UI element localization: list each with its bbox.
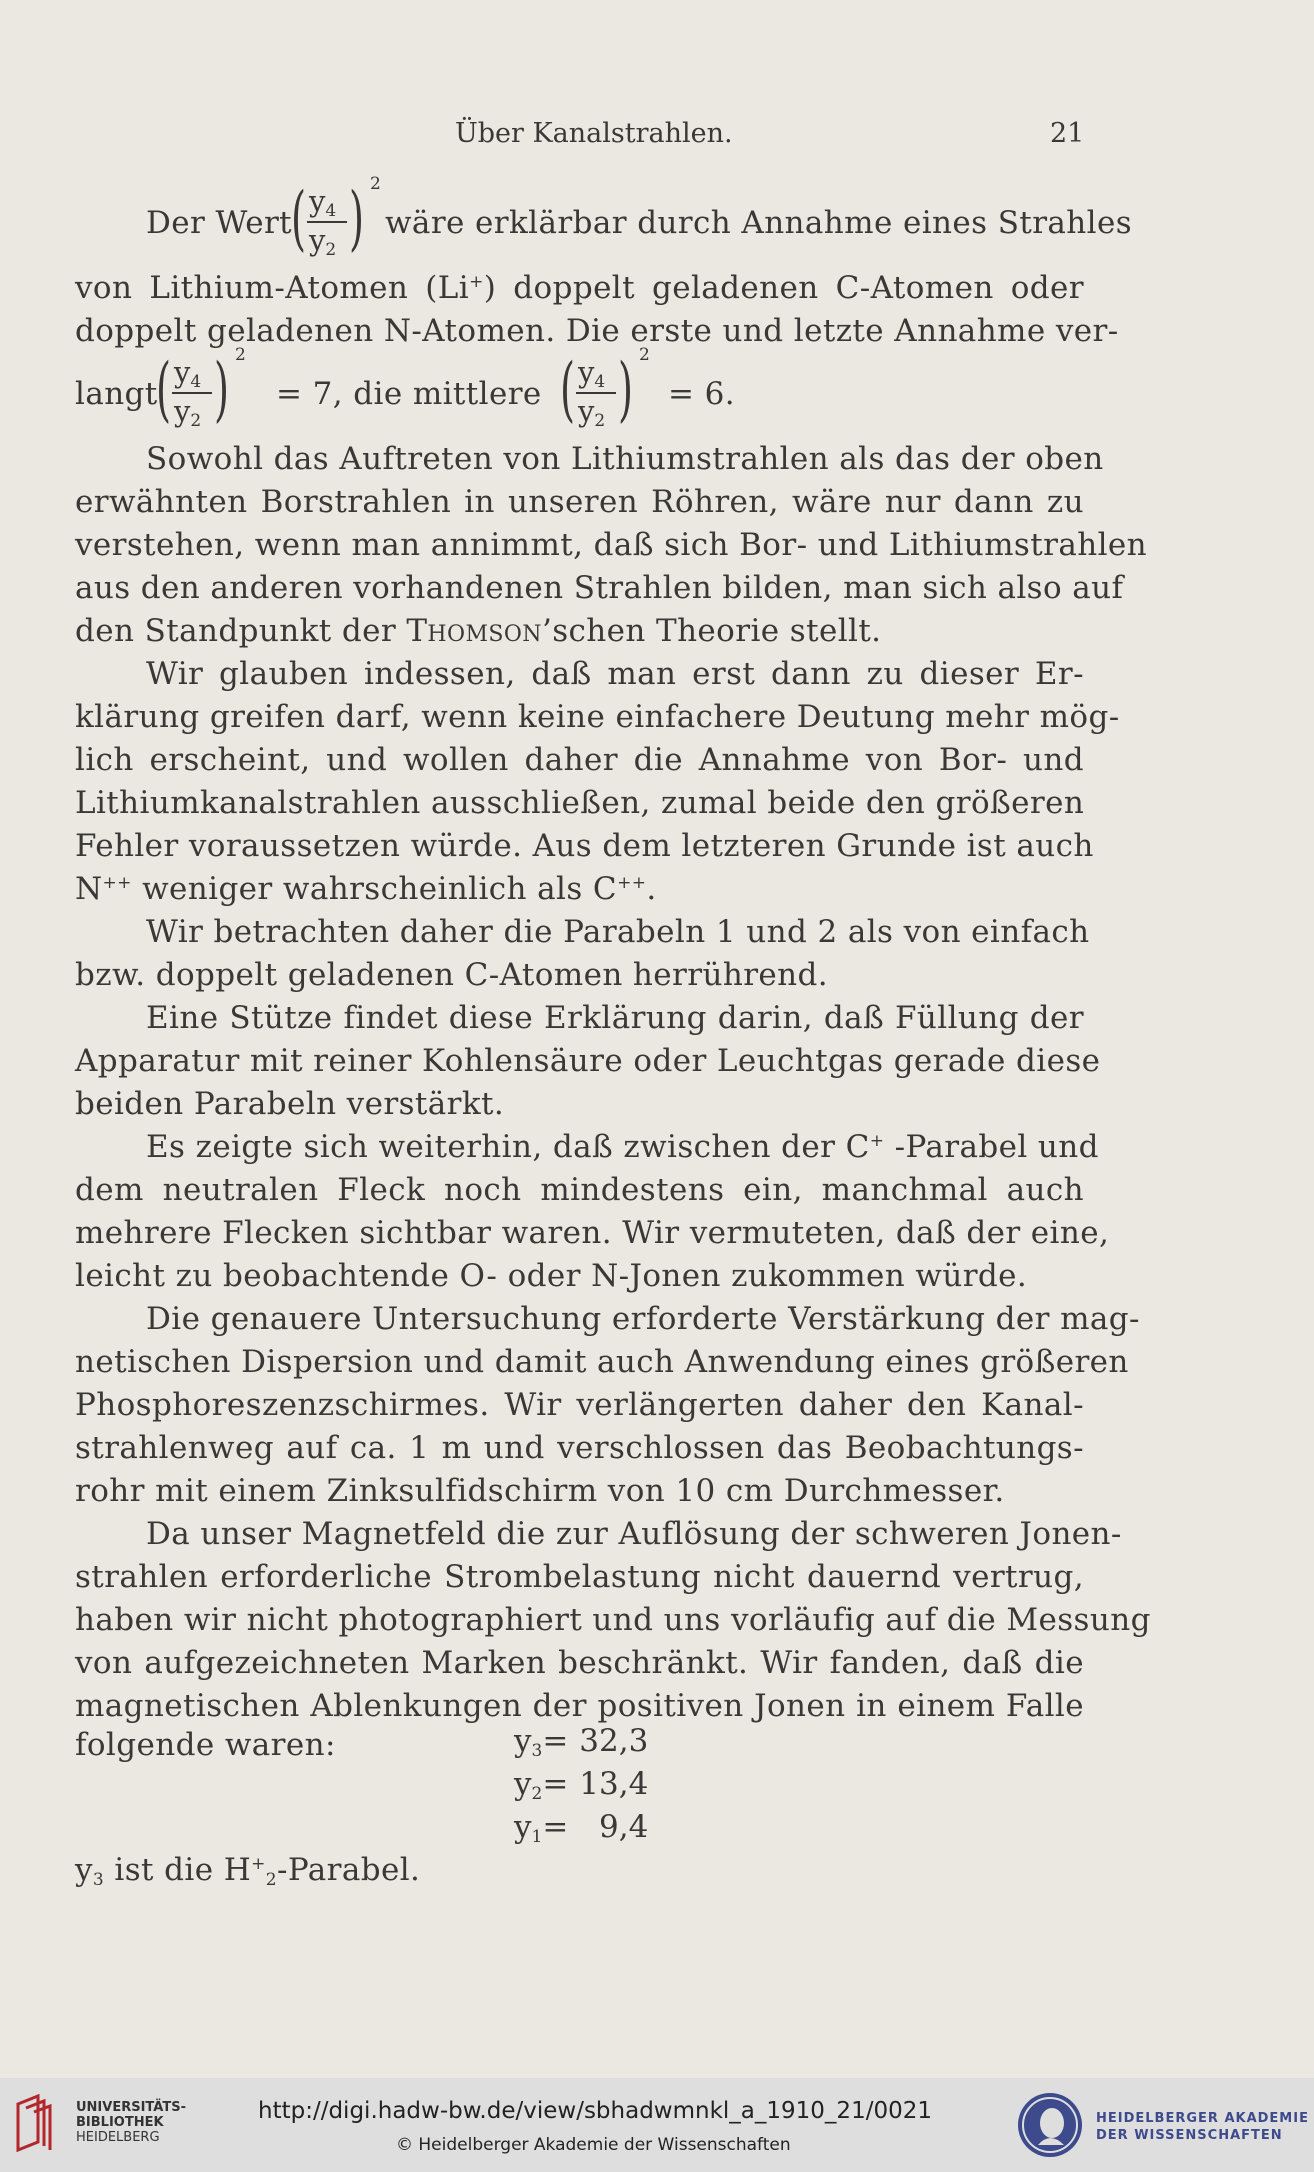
academy-name: HEIDELBERGER AKADEMIE DER WISSENSCHAFTEN: [1096, 2111, 1309, 2143]
values-row: $y_1= 9,4$: [514, 1809, 649, 1847]
viewer-footer: [0, 2078, 1314, 2172]
paragraph-line: haben wir nicht photographiert und uns vorläufig auf die Messung: [75, 1602, 1151, 1638]
closing-line: $y_3$ ist die $H^+_2$-Parabel.: [75, 1852, 421, 1890]
paragraph-line: Fehler voraussetzen würde. Aus dem letzteren Grunde ist auch: [75, 828, 1094, 864]
paragraph-line: mehrere Flecken sichtbar waren. Wir vermuteten, daß der eine,: [75, 1215, 1110, 1251]
academy-seal-icon: [1016, 2091, 1084, 2159]
paragraph-line: Apparatur mit reiner Kohlensäure oder Leuchtgas gerade diese: [75, 1043, 1101, 1079]
paragraph-line: verstehen, wenn man annimmt, daß sich Bor- und Lithiumstrahlen: [75, 527, 1147, 563]
paragraph-line: aus den anderen vorhandenen Strahlen bilden, man sich also auf: [75, 570, 1124, 606]
paragraph-line: Der Wert: [146, 205, 293, 241]
paragraph-line: beiden Parabeln verstärkt.: [75, 1086, 505, 1122]
paragraph-line: Phosphoreszenzschirmes. Wir verlängerten daher den Kanal-: [75, 1387, 1084, 1423]
paragraph-line: Sowohl das Auftreten von Lithiumstrahlen als das der oben: [146, 441, 1104, 477]
running-header: Über Kanalstrahlen.: [455, 118, 733, 149]
paragraph-line: Eine Stütze findet diese Erklärung darin, daß Füllung der: [146, 1000, 1084, 1036]
paragraph-line: Lithiumkanalstrahlen ausschließen, zumal beide den größeren: [75, 785, 1085, 821]
paragraph-line: rohr mit einem Zinksulfidschirm von 10 cm Durchmesser.: [75, 1473, 1005, 1509]
paragraph-line: Es zeigte sich weiterhin, daß zwischen der C+ -Parabel und: [146, 1129, 1099, 1165]
paragraph-line: lich erscheint, und wollen daher die Annahme von Bor- und: [75, 742, 1084, 778]
university-library-name: UNIVERSITÄTS- BIBLIOTHEK HEIDELBERG: [76, 2100, 186, 2145]
paragraph-line: leicht zu beobachtende O- oder N-Jonen zukommen würde.: [75, 1258, 1028, 1294]
paragraph-line: netischen Dispersion und damit auch Anwendung eines größeren: [75, 1344, 1129, 1380]
paragraph-line: Da unser Magnetfeld die zur Auflösung der schweren Jonen-: [146, 1516, 1122, 1552]
paragraph-line: dem neutralen Fleck noch mindestens ein, manchmal auch: [75, 1172, 1084, 1208]
paragraph-line: magnetischen Ablenkungen der positiven Jonen in einem Falle: [75, 1688, 1084, 1724]
copyright-notice: © Heidelberger Akademie der Wissenschaften: [396, 2135, 791, 2155]
values-row: $y_2= 13,4$: [514, 1766, 649, 1804]
values-row: $y_3= 32,3$: [514, 1723, 649, 1761]
paragraph-line: wäre erklärbar durch Annahme eines Strahles: [385, 205, 1133, 241]
paragraph-line: Wir betrachten daher die Parabeln 1 und 2 als von einfach: [146, 914, 1090, 950]
university-library-logo-icon: [14, 2094, 62, 2152]
paragraph-line: folgende waren:: [75, 1727, 336, 1763]
paragraph-line: den Standpunkt der Thomson’schen Theorie stellt.: [75, 613, 882, 649]
paragraph-line: = 6.: [668, 376, 736, 412]
paragraph-line: klärung greifen darf, wenn keine einfachere Deutung mehr mög-: [75, 699, 1120, 735]
paragraph-line: Die genauere Untersuchung erforderte Verstärkung der mag-: [146, 1301, 1140, 1337]
paragraph-line: = 7, die mittlere: [276, 376, 542, 412]
paragraph-line: N++ weniger wahrscheinlich als C++.: [75, 871, 657, 907]
permalink-url[interactable]: http://digi.hadw-bw.de/view/sbhadwmnkl_a_1910_21/0021: [258, 2098, 932, 2124]
scanned-page: Über Kanalstrahlen. 21 Der Wert ( $y_4$ $y_2$ ) 2 wäre erklärbar durch Annahme eines Strahles von Lithium-Atomen (Li+) doppelt geladenen C-Atomen oder doppelt geladenen N-Atomen. Die erste und letzte Annahme ver- langt ( $y_4$ $y_2$ ) 2 = 7, die mittlere ( $y_4$ $y_2$ ) 2 = 6. Sowohl das Auftreten von Lithiumstrahlen als das der oben erwähnten Borstrahlen in unseren Röhren, wäre nur dann zu verstehen, wenn man annimmt, daß sich Bor- und Lithiumstrahlen aus den anderen vorhandenen Strahlen bilden, man sich also auf den Standpunkt der Thomson’schen Theorie stellt. Wir glauben indessen, daß man erst dann zu dieser Er- klärung greifen darf, wenn keine einfachere Deutung mehr mög- lich erscheint, und wollen daher die Annahme von Bor- und Lithiumkanalstrahlen ausschließen, zumal beide den größeren Fehler voraussetzen würde. Aus dem letzteren Grunde ist auch N++ weniger wahrscheinlich als C++. Wir betrachten daher die Parabeln 1 und 2 als von einfach bzw. doppelt geladenen C-Atomen herrührend. Eine Stütze findet diese Erklärung darin, daß Füllung der Apparatur mit reiner Kohlensäure oder Leuchtgas gerade diese beiden Parabeln verstärkt. Es zeigte sich weiterhin, daß zwischen der C+ -Parabel und dem neutralen Fleck noch mindestens ein, manchmal auch mehrere Flecken sichtbar waren. Wir vermuteten, daß der eine, leicht zu beobachtende O- oder N-Jonen zukommen würde. Die genauere Untersuchung erforderte Verstärkung der mag- netischen Dispersion und damit auch Anwendung eines größeren Phosphoreszenzschirmes. Wir verlängerten daher den Kanal- strahlenweg auf ca. 1 m und verschlossen das Beobachtungs- rohr mit einem Zinksulfidschirm von 10 cm Durchmesser. Da unser Magnetfeld die zur Auflösung der schweren Jonen- strahlen erforderliche Strombelastung nicht dauernd vertrug, haben wir nicht photographiert und uns vorläufig auf die Messung von aufgezeichneten Marken beschränkt. Wir fanden, daß die magnetischen Ablenkungen der positiven Jonen in einem Falle folgende waren: $y_3= 32,3$ $y_2= 13,4$ $y_1= 9,4$ $y_3$ ist die $H^+_2$-Parabel.: [0, 0, 1314, 2078]
paragraph-line: erwähnten Borstrahlen in unseren Röhren, wäre nur dann zu: [75, 484, 1084, 520]
author-name: Thomson: [406, 613, 542, 649]
paragraph-line: Wir glauben indessen, daß man erst dann zu dieser Er-: [146, 656, 1084, 692]
paragraph-line: doppelt geladenen N-Atomen. Die erste und letzte Annahme ver-: [75, 313, 1119, 349]
paragraph-line: strahlenweg auf ca. 1 m und verschlossen das Beobachtungs-: [75, 1430, 1084, 1466]
paragraph-line: strahlen erforderliche Strombelastung nicht dauernd vertrug,: [75, 1559, 1084, 1595]
page-number: 21: [1050, 118, 1085, 149]
paragraph-line: langt: [75, 376, 158, 412]
paragraph-line: von Lithium-Atomen (Li+) doppelt geladenen C-Atomen oder: [75, 270, 1084, 306]
paragraph-line: bzw. doppelt geladenen C-Atomen herrührend.: [75, 957, 829, 993]
paragraph-line: von aufgezeichneten Marken beschränkt. Wir fanden, daß die: [75, 1645, 1084, 1681]
